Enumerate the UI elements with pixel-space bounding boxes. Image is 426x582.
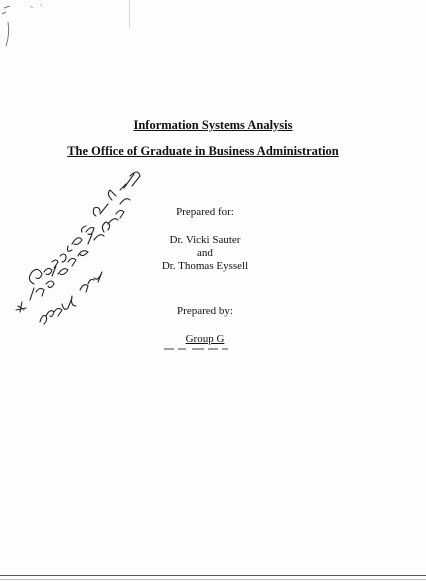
corner-pen-marks [0,0,60,60]
recipient-2: Dr. Thomas Eyssell [161,260,249,272]
scan-edge-line-faint [0,579,426,580]
scan-edge-line [0,575,426,576]
recipient-connector: and [197,247,213,259]
document-subtitle: The Office of Graduate in Business Administration [67,144,339,158]
document-title: Information Systems Analysis [133,118,293,132]
recipient-1: Dr. Vicki Sauter [169,234,241,246]
group-name: Group G [185,333,225,345]
prepared-for-label: Prepared for: [176,206,234,218]
scan-artifact-line [129,0,130,28]
prepared-by-label: Prepared by: [177,305,233,317]
cut-off-text-fragment [0,344,426,364]
